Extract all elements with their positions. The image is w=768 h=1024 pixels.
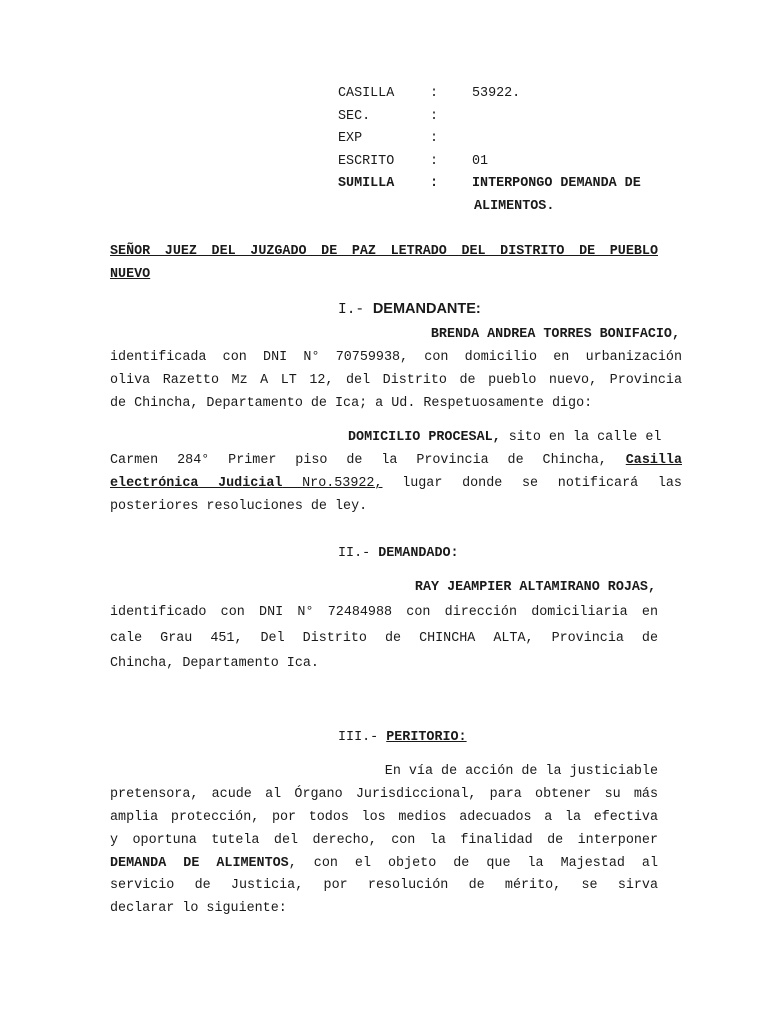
domicilio-line2 [110,453,682,468]
sumilla-sep: : [430,176,439,191]
sumilla-value-line1: INTERPONGO DEMANDA DE [472,176,641,191]
sumilla-label: SUMILLA [338,176,395,191]
escrito-value: 01 [472,154,489,169]
domicilio-line3 [110,476,682,491]
domicilio-line1 [348,430,661,445]
demandado-name: RAY JEAMPIER ALTAMIRANO ROJAS, [414,580,656,595]
demandante-line1: identificada con DNI N° 70759938, con domicilio en urbanización [110,350,682,365]
demandante-line2: oliva Razetto Mz A LT 12, del Distrito de pueblo nuevo, Provincia [110,373,682,388]
sec-sep: : [430,109,439,124]
exp-label: EXP [338,131,363,146]
demandante-line3: de Chincha, Departamento de Ica; a Ud. Respetuosamente digo: [110,396,593,411]
peritorio-line2: amplia protección, por todos los medios adecuados a la efectiva [110,810,658,825]
section2-heading [338,546,459,561]
domicilio-line4: posteriores resoluciones de ley. [110,499,368,514]
casilla-line3-rest: lugar donde se notificará las [402,476,682,491]
sec-label: SEC. [338,109,371,124]
peritorio-line1: pretensora, acude al Órgano Jurisdiccional, para obtener su más [110,787,658,802]
peritorio-line4 [110,856,658,871]
casilla-word: Casilla [625,453,682,468]
peritorio-line6: declarar lo siguiente: [110,901,287,916]
domicilio-line2-text: Carmen 284° Primer piso de la Provincia de Chincha, [110,453,607,468]
section2-prefix: II.- [338,546,371,561]
casilla-sep: : [430,86,439,101]
demandado-line2: cale Grau 451, Del Distrito de CHINCHA ALTA, Provincia de [110,631,658,646]
casilla-electronica [110,476,382,491]
exp-sep: : [430,131,439,146]
peritorio-line3: y oportuna tutela del derecho, con la finalidad de interponer [110,833,658,848]
escrito-sep: : [430,154,439,169]
domicilio-label: DOMICILIO PROCESAL, [348,430,501,445]
addressee-line1: SEÑOR JUEZ DEL JUZGADO DE PAZ LETRADO DEL DISTRITO DE PUEBLO [110,244,658,259]
casilla-electronica-bold: electrónica Judicial [110,476,283,491]
section2-title: DEMANDADO: [378,546,459,561]
demanda-alimentos: DEMANDA DE ALIMENTOS [110,856,289,871]
demandado-line1: identificado con DNI N° 72484988 con dirección domiciliaria en [110,605,658,620]
peritorio-first-line: En vía de acción de la justiciable [384,764,658,779]
section3-prefix: III.- [338,730,379,745]
casilla-number: Nro.53922, [282,476,383,491]
addressee-line2: NUEVO [110,267,151,282]
casilla-value: 53922. [472,86,521,101]
section3-title: PERITORIO: [386,730,467,745]
sumilla-value-line2: ALIMENTOS. [474,199,555,214]
section3-heading [338,730,467,745]
section1-heading [338,301,481,318]
escrito-label: ESCRITO [338,154,395,169]
demandante-name: BRENDA ANDREA TORRES BONIFACIO, [430,327,680,342]
casilla-label: CASILLA [338,86,395,101]
domicilio-rest: sito en la calle el [500,430,662,445]
demanda-rest: , con el objeto de que la Majestad al [288,856,659,871]
demandado-line3: Chincha, Departamento Ica. [110,656,319,671]
section1-prefix: I.- [338,302,365,318]
section1-title: DEMANDANTE: [372,301,481,317]
peritorio-line5: servicio de Justicia, por resolución de mérito, se sirva [110,878,658,893]
